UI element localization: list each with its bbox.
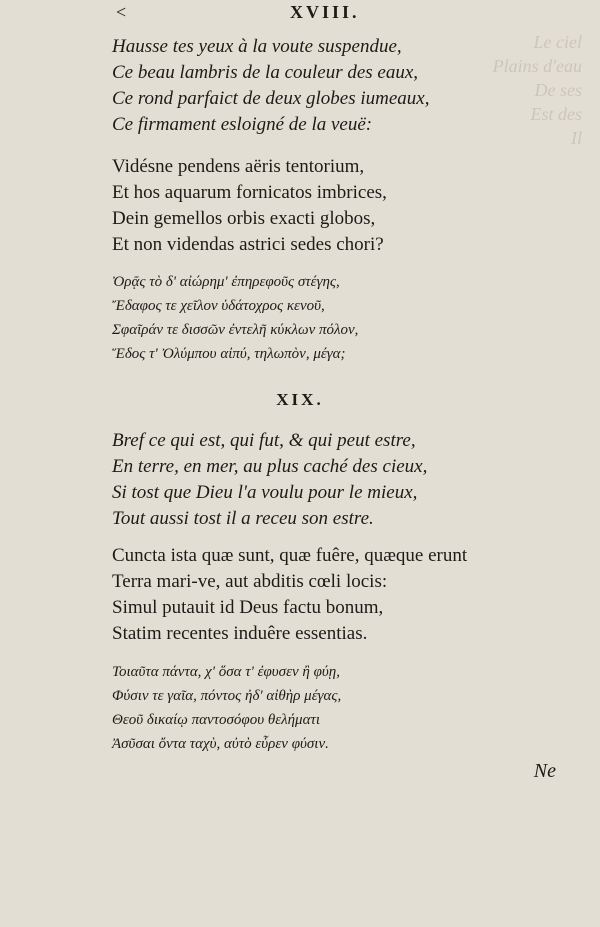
catchword: Ne — [533, 760, 556, 782]
bleed-line: Plains d'eau — [492, 56, 582, 76]
verse-line: Hausse tes yeux à la voute suspendue, — [112, 36, 402, 57]
bleed-line: Le ciel — [533, 32, 582, 52]
stanza-xviii-latin — [112, 154, 552, 258]
stanza-xviii-greek — [112, 270, 552, 366]
bleed-line: De ses — [534, 80, 582, 100]
verse-line: Ce beau lambris de la couleur des eaux, — [112, 62, 419, 83]
stanza-xix-french — [112, 428, 552, 532]
verse-line: Bref ce qui est, qui fut, & qui peut estre, — [112, 430, 416, 451]
stanza-xix-latin — [112, 543, 552, 647]
verse-line: Ἀσῦσαι ὄντα ταχὺ, αὐτὸ εὗρεν φύσιν. — [112, 736, 329, 752]
verse-line: Θεοῦ δικαίῳ παντοσόφου θελήματι — [112, 712, 321, 728]
verse-line: Σφαῖράν τε δισσῶν ἐντελῆ κύκλων πόλον, — [112, 322, 359, 338]
verse-line: Tout aussi tost il a receu son estre. — [112, 508, 374, 529]
verse-line: Dein gemellos orbis exacti globos, — [112, 208, 376, 229]
verse-line: Τοιαῦτα πάντα, χ' ὅσα τ' ἐφυσεν ἢ φύῃ, — [112, 664, 340, 680]
section-number: XVIII. — [290, 2, 360, 22]
verse-line: Simul putauit id Deus factu bonum, — [112, 597, 384, 618]
verse-line: Et non videndas astrici sedes chori? — [112, 234, 384, 255]
verse-line: Φύσιν τε γαῖα, πόντος ἠδ' αἰθὴρ μέγας, — [112, 688, 342, 704]
verse-line: Ἔδαφος τε χεῖλον ὑδάτοχρος κενοῦ, — [112, 298, 325, 314]
verse-line: Statim recentes induêre essentias. — [112, 623, 368, 644]
verse-line: Terra mari-ve, aut abditis cœli locis: — [112, 571, 388, 592]
verse-line: Ce firmament esloigné de la veuë: — [112, 114, 373, 135]
section-title: XIX. — [276, 390, 324, 409]
verse-line: Ἕδος τ' Ὀλύμπου αἰπύ, τηλωπὸν, μέγα; — [112, 346, 346, 362]
verse-line: Ὀρᾷς τὸ δ' αἰώρημ' ἐπηρεφοῦς στέγης, — [112, 274, 340, 290]
verse-line: En terre, en mer, au plus caché des cieux, — [112, 456, 428, 477]
page-header — [0, 2, 600, 22]
verse-line: Si tost que Dieu l'a voulu pour le mieux, — [112, 482, 418, 503]
verse-line: Et hos aquarum fornicatos imbrices, — [112, 182, 387, 203]
verse-line: Cuncta ista quæ sunt, quæ fuêre, quæque erunt — [112, 545, 468, 566]
verse-line: Vidésne pendens aëris tentorium, — [112, 156, 365, 177]
bleed-line: Il — [571, 128, 582, 148]
bleed-line: Est des — [530, 104, 582, 124]
margin-mark: < — [116, 2, 127, 22]
stanza-xix-greek — [112, 660, 552, 756]
verse-line: Ce rond parfaict de deux globes iumeaux, — [112, 88, 430, 109]
stanza-xviii-french — [112, 34, 552, 138]
